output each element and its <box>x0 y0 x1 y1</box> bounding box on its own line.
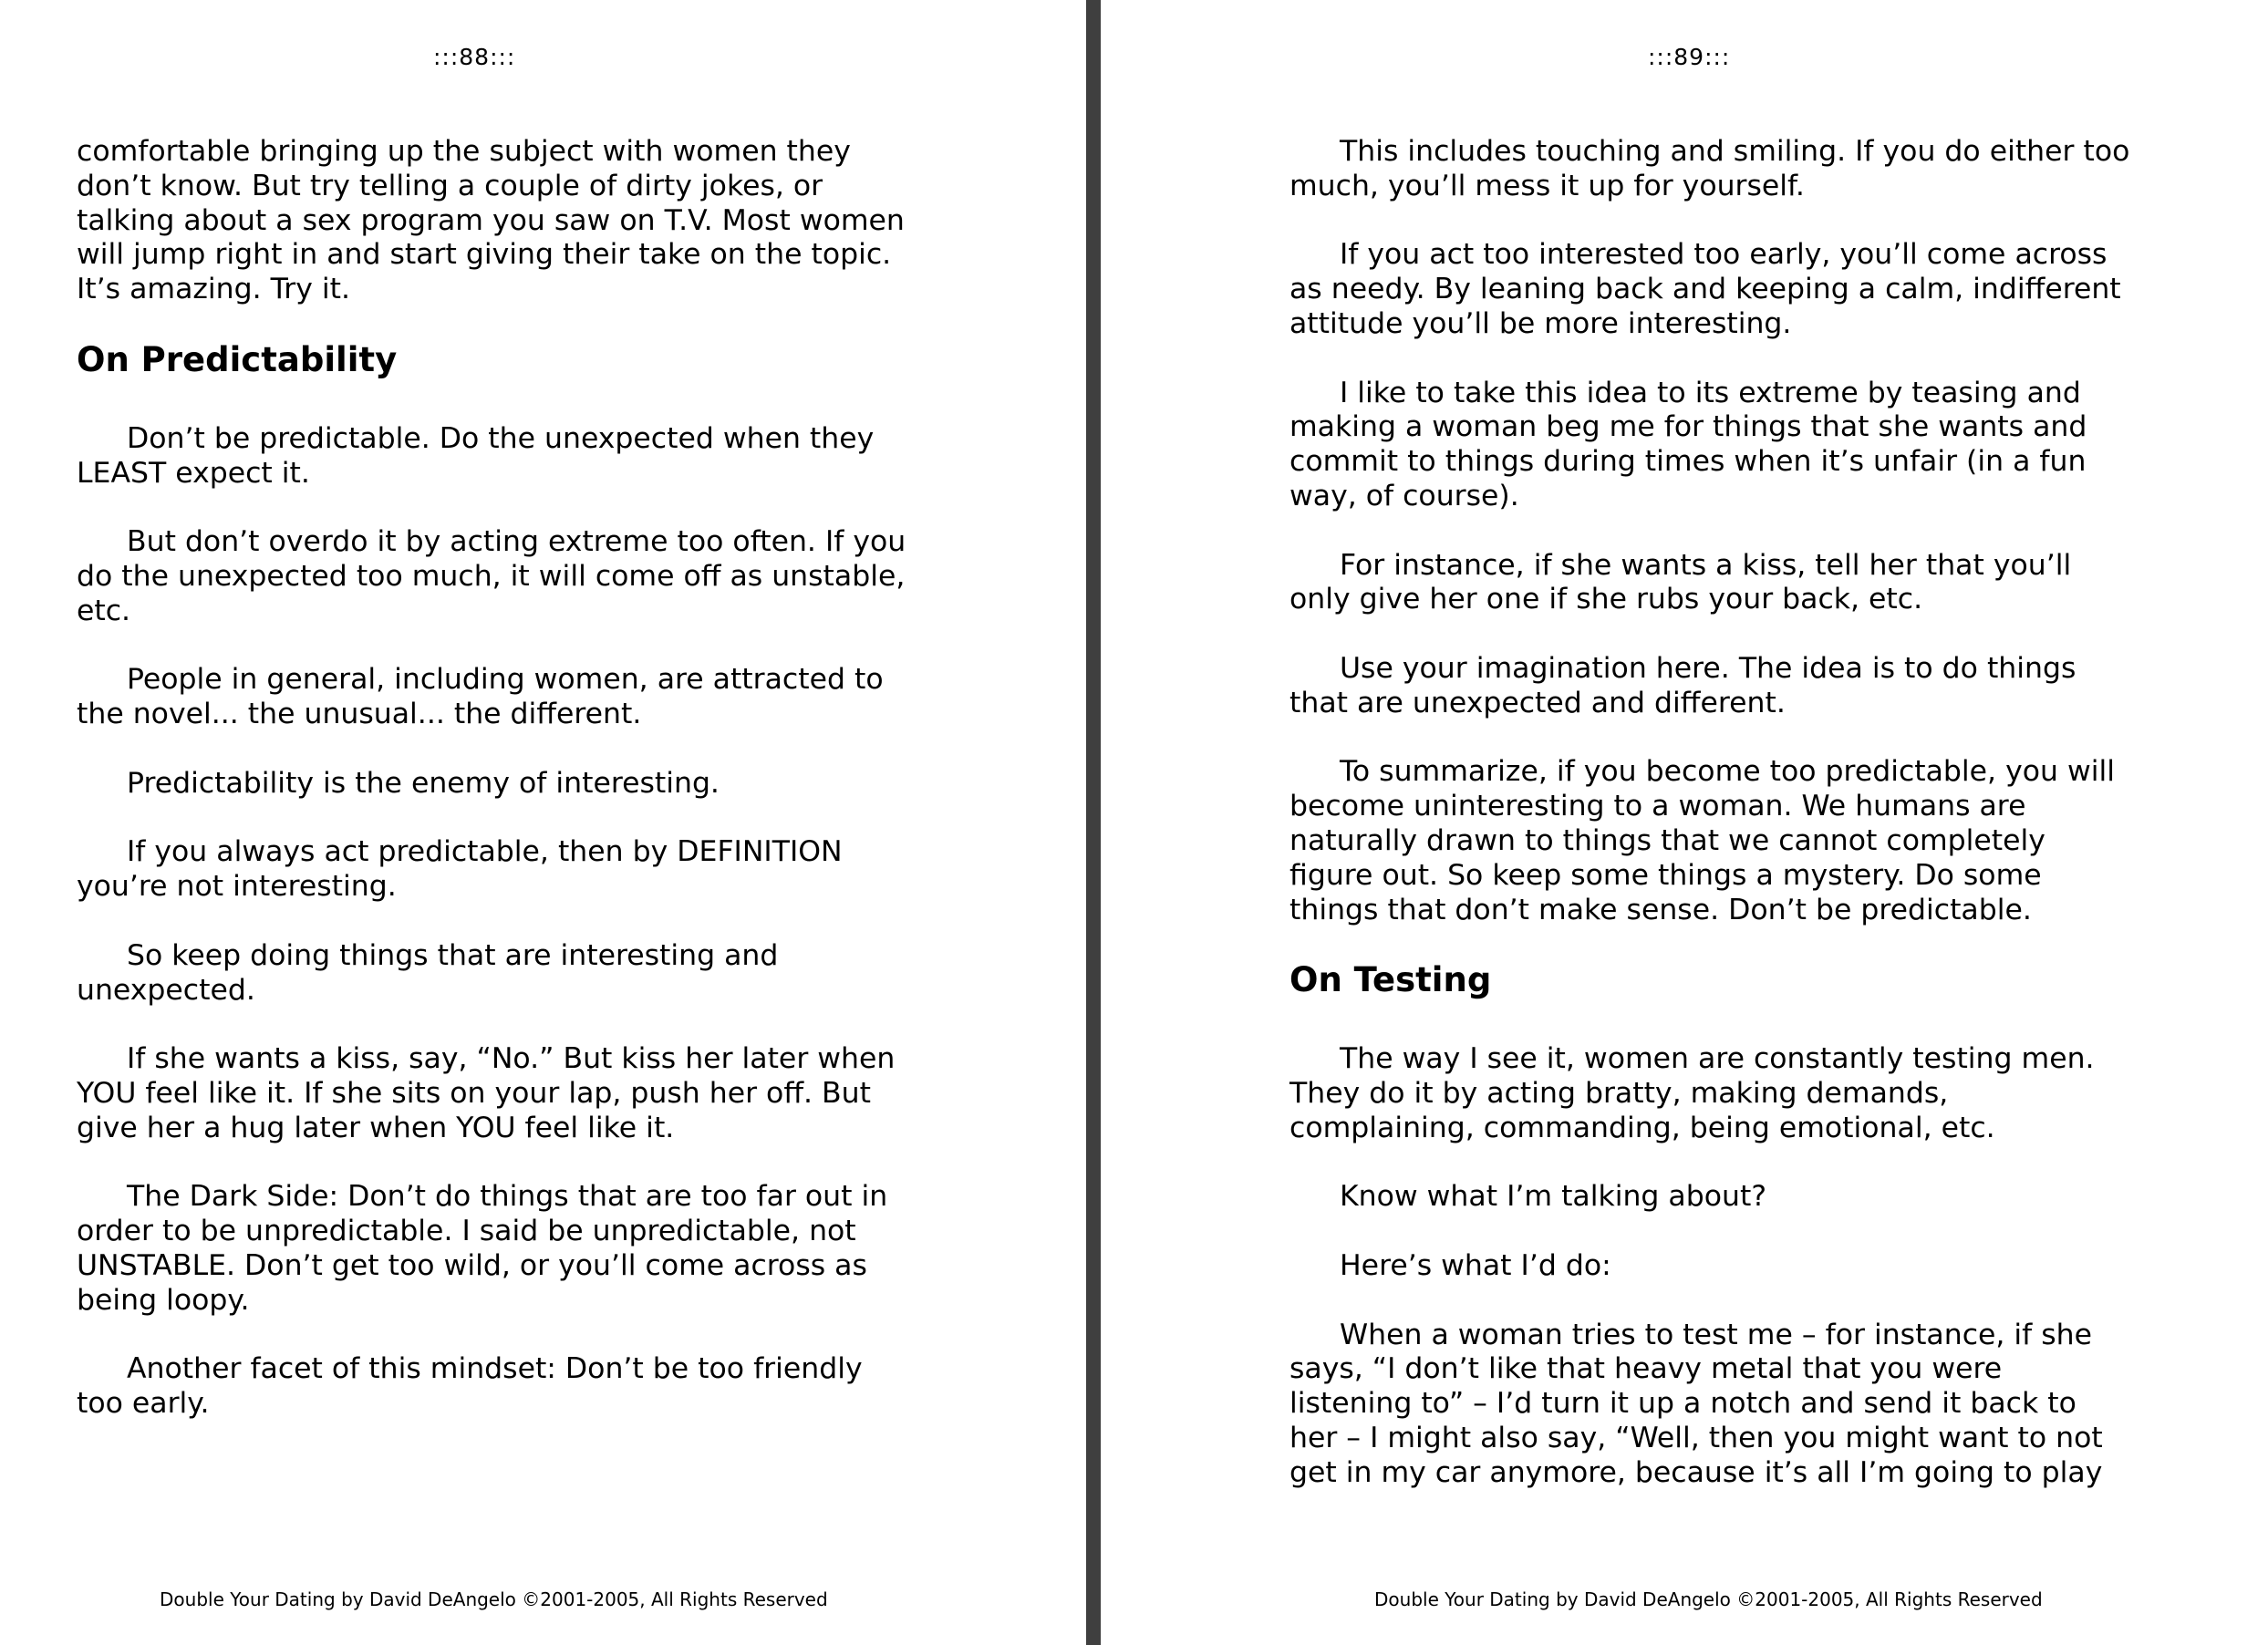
page-body <box>1289 135 2133 1525</box>
paragraph: If you act too interested too early, you’ll come across as needy. By leaning back and keeping a calm, indifferent attitude you’ll be more interesting. <box>1289 238 2121 340</box>
paragraph: Use your imagination here. The idea is to do things that are unexpected and different. <box>1289 651 2076 719</box>
paragraph: Know what I’m talking about? <box>1340 1180 1767 1214</box>
paragraph: Another facet of this mindset: Don’t be too friendly too early. <box>77 1352 863 1421</box>
paragraph: I like to take this idea to its extreme by teasing and making a woman beg me for things that she wants and commit to things during times when it’s unfair (in a fun way, of course). <box>1289 376 2087 512</box>
right-page <box>1101 0 2268 1645</box>
paragraph: Don’t be predictable. Do the unexpected when they LEAST expect it. <box>77 421 875 490</box>
section-heading: On Predictability <box>77 339 398 379</box>
paragraph: Here’s what I’d do: <box>1340 1248 1611 1282</box>
paragraph: The way I see it, women are constantly testing men. They do it by acting bratty, making demands, complaining, commanding, being emotional, etc. <box>1289 1042 2095 1144</box>
page-footer: Double Your Dating by David DeAngelo ©2001-2005, All Rights Reserved <box>160 1588 828 1610</box>
paragraph: comfortable bringing up the subject with women they don’t know. But try telling a couple of dirty jokes, or talking about a sex program you saw on T.V. Most women will jump right in and start giving their take on the topic. It’s amazing. Try it. <box>77 135 905 306</box>
left-page <box>0 0 1086 1645</box>
page-footer: Double Your Dating by David DeAngelo ©2001-2005, All Rights Reserved <box>1374 1588 2043 1610</box>
page-number: :::88::: <box>433 44 516 70</box>
paragraph: This includes touching and smiling. If you do either too much, you’ll mess it up for yourself. <box>1289 135 2130 202</box>
section-heading: On Testing <box>1289 960 1492 1000</box>
paragraph: If you always act predictable, then by DEFINITION you’re not interesting. <box>77 835 843 904</box>
page-number: :::89::: <box>1648 44 1731 70</box>
paragraph: When a woman tries to test me – for instance, if she says, “I don’t like that heavy metal that you were listening to” – I’d turn it up a notch and send it back to her – I might also say, “Well, then you might want to not get in my car anymore, because it’s all I’m going to play <box>1289 1318 2103 1489</box>
paragraph: For instance, if she wants a kiss, tell her that you’ll only give her one if she rubs your back, etc. <box>1289 548 2072 616</box>
page-body <box>77 135 916 1456</box>
paragraph: Predictability is the enemy of interesting. <box>127 766 720 800</box>
paragraph: People in general, including women, are attracted to the novel... the unusual... the different. <box>77 663 884 731</box>
paragraph: So keep doing things that are interesting and unexpected. <box>77 938 779 1007</box>
page-gutter <box>1086 0 1101 1645</box>
paragraph: If she wants a kiss, say, “No.” But kiss her later when YOU feel like it. If she sits on your lap, push her off. But give her a hug later when YOU feel like it. <box>77 1042 896 1144</box>
paragraph: But don’t overdo it by acting extreme too often. If you do the unexpected too much, it will come off as unstable, etc. <box>77 525 906 627</box>
paragraph: The Dark Side: Don’t do things that are too far out in order to be unpredictable. I said be unpredictable, not UNSTABLE. Don’t get too wild, or you’ll come across as being loopy. <box>77 1180 888 1317</box>
paragraph: To summarize, if you become too predictable, you will become uninteresting to a woman. We humans are naturally drawn to things that we cannot completely figure out. So keep some things a mystery. Do some things that don’t make sense. Don’t be predictable. <box>1289 755 2115 926</box>
